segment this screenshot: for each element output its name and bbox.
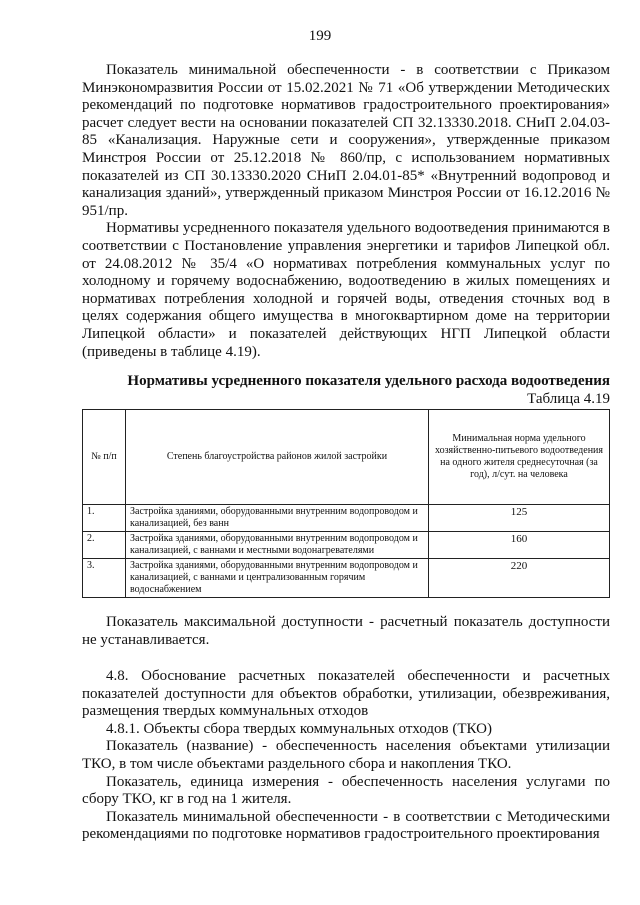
table-row [83,505,610,532]
header-norm: Минимальная норма удельного хозяйственно-питьевого водоотведения на одного жителя среднесуточная (за год), л/сут. на человека [429,410,610,505]
table-title: Нормативы усредненного показателя удельного расхода водоотведения [127,373,610,389]
row-value: 220 [429,559,610,598]
paragraph: Показатель (название) - обеспеченность населения объектами утилизации ТКО, в том числе объектами раздельного сбора и накопления ТКО. [82,738,610,772]
row-desc: Застройка зданиями, оборудованными внутренним водопроводом и канализацией, с ваннами и централизованным горячим водоснабжением [126,559,429,598]
table-header-row [83,410,610,505]
row-value: 125 [429,505,610,532]
section-text [82,668,610,844]
subsection-heading: 4.8.1. Объекты сбора твердых коммунальных отходов (ТКО) [106,720,492,737]
table-row [83,559,610,598]
row-value: 160 [429,532,610,559]
row-num: 3. [83,559,126,598]
paragraph: Показатель минимальной обеспеченности - в соответствии с Методическими рекомендациями по подготовке нормативов градостроительного проектирования [82,808,610,843]
intro-text [82,62,610,361]
paragraph: Показатель минимальной обеспеченности - в соответствии с Приказом Минэкономразвития России от 15.02.2021 № 71 «Об утверждении Методических рекомендаций по подготовке нормативов градостроительного проектирования» расчет следует вести на основании показателей СП 32.13330.2018. СНиП 2.04.03-85 «Канализация. Наружные сети и сооружения», утвержденные приказом Минстроя России от 25.12.2018 № 860/пр, с использованием нормативных показателей из СП 30.13330.2020 СНиП 2.04.01-85* «Внутренний водопровод и канализация зданий», утвержденный приказом Минстроя России от 16.12.2016 № 951/пр. [82,62,610,219]
table-caption: Таблица 4.19 [527,391,610,407]
paragraph: Показатель максимальной доступности - расчетный показатель доступности не устанавливается. [82,614,610,648]
section-heading: 4.8. Обоснование расчетных показателей обеспеченности и расчетных показателей доступности для объектов обработки, утилизации, обезвреживания, размещения твердых коммунальных отходов [82,668,610,720]
after-table-text [82,614,610,649]
row-desc: Застройка зданиями, оборудованными внутренним водопроводом и канализацией, с ваннами и местными водонагревателями [126,532,429,559]
table-row [83,532,610,559]
row-num: 2. [83,532,126,559]
header-num: № п/п [83,410,126,505]
row-desc: Застройка зданиями, оборудованными внутренним водопроводом и канализацией, без ванн [126,505,429,532]
page-number: 199 [308,28,332,44]
norms-table [82,409,610,598]
header-degree: Степень благоустройства районов жилой застройки [126,410,429,505]
paragraph: Нормативы усредненного показателя удельного водоотведения принимаются в соответствии с Постановление управления энергетики и тарифов Липецкой обл. от 24.08.2012 № 35/4 «О нормативах потребления коммунальных услуг по холодному и горячему водоснабжению, водоотведению в жилых помещениях и нормативах потребления холодной и горячей воды, отведения сточных вод в целях содержания общего имущества в многоквартирном доме на территории Липецкой области» и показателей действующих НГП Липецкой области (приведены в таблице 4.19). [82,220,610,360]
row-num: 1. [83,505,126,532]
paragraph: Показатель, единица измерения - обеспеченность населения услугами по сбору ТКО, кг в год на 1 жителя. [82,773,610,808]
